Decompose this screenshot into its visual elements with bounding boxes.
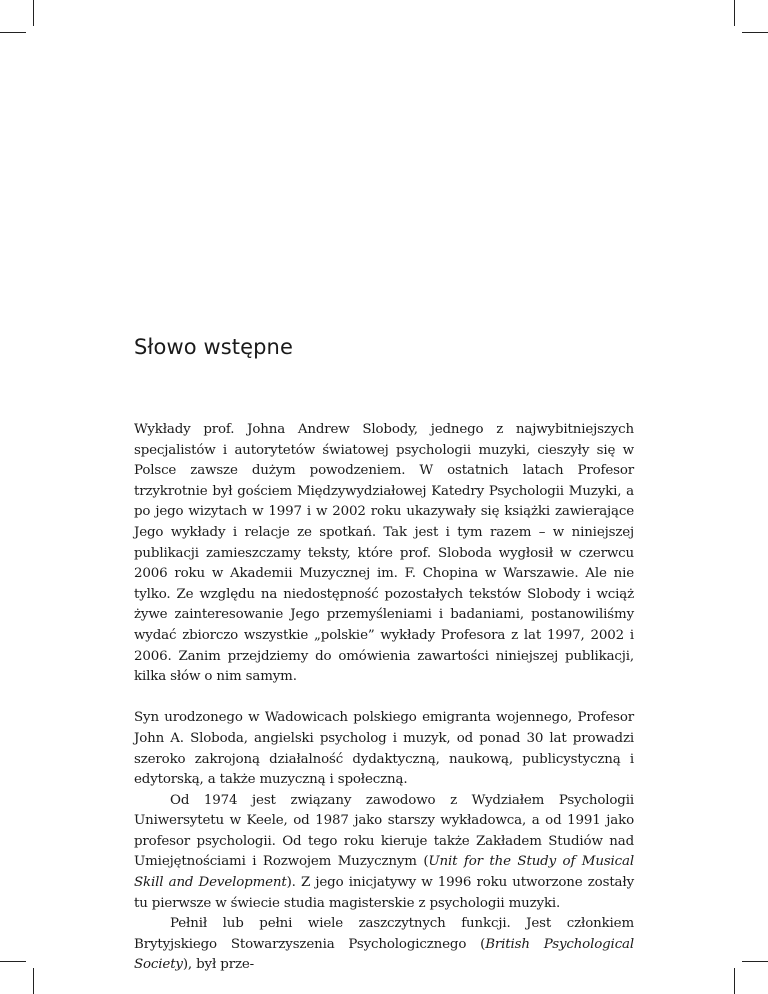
text-run: ), był prze- bbox=[182, 957, 254, 973]
chapter-title: Słowo wstępne bbox=[134, 335, 293, 359]
crop-mark bbox=[742, 961, 768, 962]
crop-mark bbox=[0, 961, 26, 962]
text-run: ). Z jego inicjatywy w 1996 roku utworzone zostały tu pierwsze w świecie studia magisterskie z psychologii muzyki. bbox=[134, 875, 634, 911]
italic-run: British Psychological Society bbox=[134, 936, 635, 973]
paragraph: Wykłady prof. Johna Andrew Slobody, jednego z najwybitniejszych specjalistów i autorytetów światowej psychologii muzyki, cieszyły się w Polsce zawsze dużym powodzeniem. W ostatnich latach Profesor trzykrotnie był gościem Międzywydziałowej Katedry Psychologii Muzyki, a po jego wizytach w 1997 i w 2002 roku ukazywały się książki zawierające Jego wykłady i relacje ze spotkań. Tak jest i tym razem – w niniejszej publikacji zamieszczamy teksty, które prof. Sloboda wygłosił w czerwcu 2006 roku w Akademii Muzycznej im. F. Chopina w Warszawie. Ale nie tylko. Ze względu na niedostępność pozostałych tekstów Slobody i wciąż żywe zainteresowanie Jego przemyśleniami i badaniami, postanowiliśmy wydać zbiorczo wszystkie „polskie” wykłady Profesora z lat 1997, 2002 i 2006. Zanim przejdziemy do omówienia zawartości niniejszej publikacji, kilka słów o nim samym. bbox=[134, 422, 634, 685]
italic-run: Unit for the Study of Musical Skill and Development bbox=[134, 854, 634, 891]
body-text bbox=[134, 420, 634, 976]
paragraph bbox=[134, 791, 634, 915]
paragraph bbox=[134, 914, 634, 976]
text-run: Pełnił lub pełni wiele zaszczytnych funkcji. Jest członkiem Brytyjskiego Stowarzyszenia Psychologicznego ( bbox=[134, 916, 634, 952]
crop-mark bbox=[0, 32, 26, 33]
crop-mark bbox=[734, 0, 735, 26]
paragraph: Syn urodzonego w Wadowicach polskiego emigranta wojennego, Profesor John A. Sloboda, angielski psycholog i muzyk, od ponad 30 lat prowadzi szeroko zakrojoną działalność dydaktyczną, naukową, publicystyczną i edytorską, a także muzyczną i społeczną. bbox=[134, 710, 634, 788]
crop-mark bbox=[742, 32, 768, 33]
text-run: Od 1974 jest związany zawodowo z Wydziałem Psychologii Uniwersytetu w Keele, od 1987 jako starszy wykładowca, a od 1991 jako profesor psychologii. Od tego roku kieruje także Zakładem Studiów nad Umiejętnościami i Rozwojem Muzycznym ( bbox=[134, 792, 634, 870]
crop-mark bbox=[734, 968, 735, 994]
crop-mark bbox=[33, 0, 34, 26]
crop-mark bbox=[33, 968, 34, 994]
